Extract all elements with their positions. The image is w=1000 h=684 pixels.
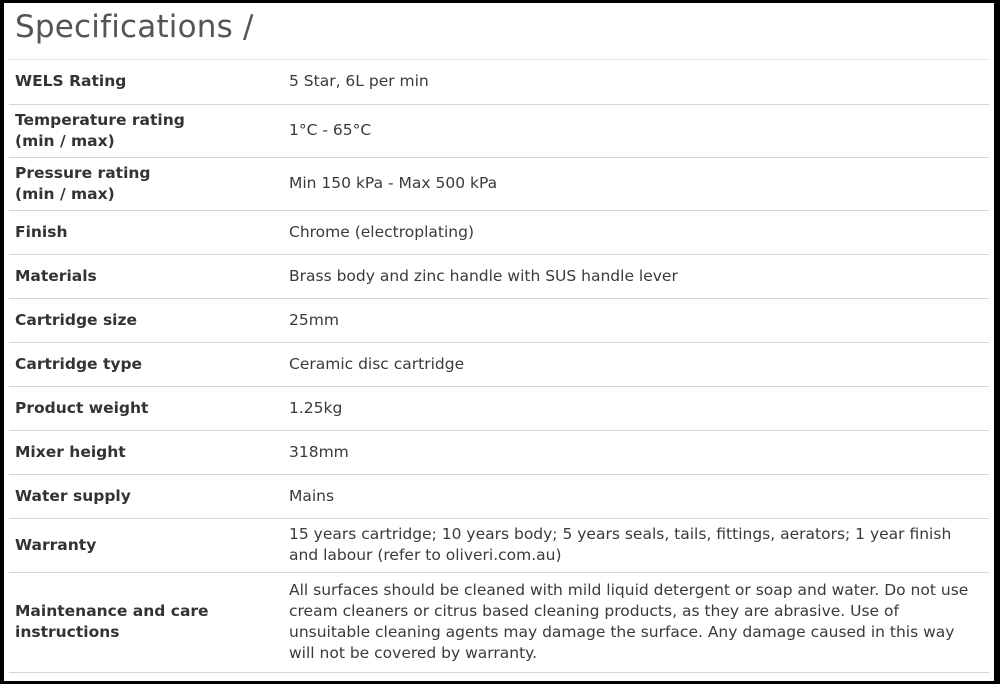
spec-value: 15 years cartridge; 10 years body; 5 years seals, tails, fittings, aerators; 1 year finish and labour (refer to oliveri.com.au) bbox=[289, 525, 952, 564]
spec-value: 5 Star, 6L per min bbox=[289, 72, 429, 91]
spec-value: Brass body and zinc handle with SUS handle lever bbox=[289, 266, 678, 285]
spec-label: WELS Rating bbox=[15, 72, 127, 91]
table-row bbox=[9, 298, 989, 342]
spec-value: 1°C - 65°C bbox=[289, 121, 372, 139]
table-row bbox=[9, 572, 989, 672]
page-title: Specifications / bbox=[15, 9, 254, 45]
spec-value: Min 150 kPa - Max 500 kPa bbox=[289, 174, 498, 192]
spec-value: Mains bbox=[289, 486, 335, 505]
table-row bbox=[9, 474, 989, 518]
spec-label: Product weight bbox=[15, 398, 149, 417]
spec-label: Materials bbox=[15, 266, 97, 285]
spec-label: Pressure rating (min / max) bbox=[15, 163, 151, 203]
spec-value: 1.25kg bbox=[289, 398, 343, 417]
table-row bbox=[9, 386, 989, 430]
spec-label: Temperature rating (min / max) bbox=[15, 110, 185, 150]
spec-label: Cartridge size bbox=[15, 310, 138, 329]
spec-label: Water supply bbox=[15, 486, 131, 505]
spec-label: Mixer height bbox=[15, 442, 126, 461]
spec-value: Ceramic disc cartridge bbox=[289, 354, 465, 373]
table-row bbox=[9, 430, 989, 474]
spec-value: 25mm bbox=[289, 310, 339, 329]
spec-label: Maintenance and care instructions bbox=[15, 602, 209, 641]
table-row bbox=[9, 60, 989, 104]
specifications-panel bbox=[4, 3, 994, 681]
spec-label: Finish bbox=[15, 222, 68, 241]
spec-label: Cartridge type bbox=[15, 354, 143, 373]
spec-value: 318mm bbox=[289, 442, 349, 461]
table-row bbox=[9, 157, 989, 210]
table-row bbox=[9, 210, 989, 254]
spec-label: Warranty bbox=[15, 535, 97, 554]
table-row bbox=[9, 104, 989, 157]
spec-value: All surfaces should be cleaned with mild liquid detergent or soap and water. Do not use cream cleaners or citrus based cleaning products, as they are abrasive. Use of unsuitable cleaning agents may damage the surface. Any damage caused in this way will not be covered by warranty. bbox=[289, 581, 969, 662]
spec-value: Chrome (electroplating) bbox=[289, 222, 475, 241]
table-row bbox=[9, 254, 989, 298]
specifications-table bbox=[9, 60, 989, 673]
table-row bbox=[9, 518, 989, 572]
table-row bbox=[9, 342, 989, 386]
